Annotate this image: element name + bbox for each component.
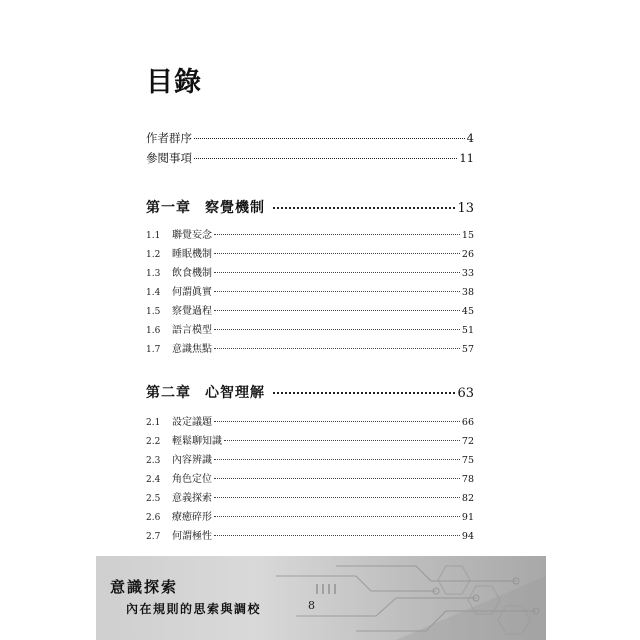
- section-label: 意義探索: [172, 493, 212, 504]
- section-page: 66: [461, 417, 474, 428]
- chapter-page: 63: [457, 386, 474, 401]
- toc-entry-notes: [146, 150, 474, 166]
- section-number: 1.2: [146, 250, 161, 260]
- chapter-title: 心智理解: [205, 385, 265, 401]
- section-label: 睡眠機制: [172, 249, 212, 260]
- section-label: 設定議題: [172, 417, 212, 428]
- section-page: 26: [461, 249, 474, 260]
- section-label: 飲食機制: [172, 268, 212, 279]
- section-page: 94: [461, 531, 474, 542]
- section-page: 15: [461, 230, 474, 241]
- section-number: 1.1: [146, 231, 161, 241]
- dot-leader: [214, 252, 460, 254]
- dot-leader: [214, 420, 460, 422]
- dot-leader: [214, 290, 460, 292]
- toc-entry-page: 11: [459, 151, 474, 165]
- dot-leader: [214, 309, 460, 311]
- section-page: 57: [461, 344, 474, 355]
- section-page: 78: [461, 474, 474, 485]
- section-label: 何謂眞實: [172, 287, 212, 298]
- section-page: 51: [461, 325, 474, 336]
- toc-section: [146, 451, 474, 466]
- dot-leader: [214, 271, 460, 273]
- section-number: 2.7: [146, 532, 161, 542]
- dot-leader: [214, 496, 460, 498]
- toc-section: [146, 340, 474, 355]
- dot-leader: [194, 137, 465, 139]
- toc-section: [146, 527, 474, 542]
- section-label: 察覺過程: [172, 306, 212, 317]
- section-label: 療癒碎形: [172, 512, 212, 523]
- dot-leader: [214, 477, 460, 479]
- section-page: 91: [461, 512, 474, 523]
- section-number: 1.4: [146, 288, 161, 298]
- page-title: 目錄: [146, 67, 202, 98]
- toc-section: [146, 432, 474, 447]
- toc-section: [146, 283, 474, 298]
- dot-leader: [194, 157, 457, 159]
- section-page: 45: [461, 306, 474, 317]
- toc-entry-page: 4: [466, 131, 474, 145]
- book-title: 意識探索: [110, 578, 179, 596]
- dot-leader: [273, 391, 455, 394]
- toc-section: [146, 413, 474, 428]
- section-page: 82: [461, 493, 474, 504]
- toc-entry-preface: [146, 130, 474, 146]
- section-number: 1.3: [146, 269, 161, 279]
- section-number: 2.2: [146, 437, 161, 447]
- toc-section: [146, 470, 474, 485]
- section-number: 1.7: [146, 345, 161, 355]
- section-label: 意識焦點: [172, 344, 212, 355]
- section-label: 語言模型: [172, 325, 212, 336]
- footer-banner: [96, 556, 546, 640]
- section-number: 2.4: [146, 475, 161, 485]
- section-page: 38: [461, 287, 474, 298]
- toc-section: [146, 508, 474, 523]
- dot-leader: [214, 328, 460, 330]
- dot-leader: [214, 347, 460, 349]
- chapter-page: 13: [457, 201, 474, 216]
- dot-leader: [214, 233, 460, 235]
- section-label: 何謂極性: [172, 531, 212, 542]
- section-label: 聯覺妄念: [172, 230, 212, 241]
- circuit-pattern-graphic: [96, 556, 546, 640]
- section-number: 2.1: [146, 418, 161, 428]
- section-number: 1.6: [146, 326, 161, 336]
- toc-section: [146, 321, 474, 336]
- chapter-number: 第二章: [146, 385, 191, 401]
- toc-section: [146, 264, 474, 279]
- book-subtitle: 內在規則的思索與調校: [126, 602, 262, 616]
- dot-leader: [273, 206, 455, 209]
- section-page: 75: [461, 455, 474, 466]
- dot-leader: [214, 458, 460, 460]
- toc-section: [146, 302, 474, 317]
- section-label: 內容辨識: [172, 455, 212, 466]
- section-number: 1.5: [146, 307, 161, 317]
- section-number: 2.5: [146, 494, 161, 504]
- chapter-heading-2: [146, 382, 474, 402]
- section-number: 2.6: [146, 513, 161, 523]
- chapter-heading-1: [146, 197, 474, 217]
- section-page: 72: [461, 436, 474, 447]
- section-number: 2.3: [146, 456, 161, 466]
- section-page: 33: [461, 268, 474, 279]
- page-number: 8: [308, 599, 315, 612]
- section-label: 輕鬆聊知識: [172, 436, 222, 447]
- toc-section: [146, 245, 474, 260]
- chapter-number: 第一章: [146, 200, 191, 216]
- toc-section: [146, 226, 474, 241]
- toc-entry-label: 作者群序: [146, 131, 192, 145]
- toc-section: [146, 489, 474, 504]
- toc-entry-label: 參閱事項: [146, 151, 192, 165]
- dot-leader: [214, 534, 460, 536]
- section-label: 角色定位: [172, 474, 212, 485]
- chapter-title: 察覺機制: [205, 200, 265, 216]
- dot-leader: [224, 439, 460, 441]
- dot-leader: [214, 515, 460, 517]
